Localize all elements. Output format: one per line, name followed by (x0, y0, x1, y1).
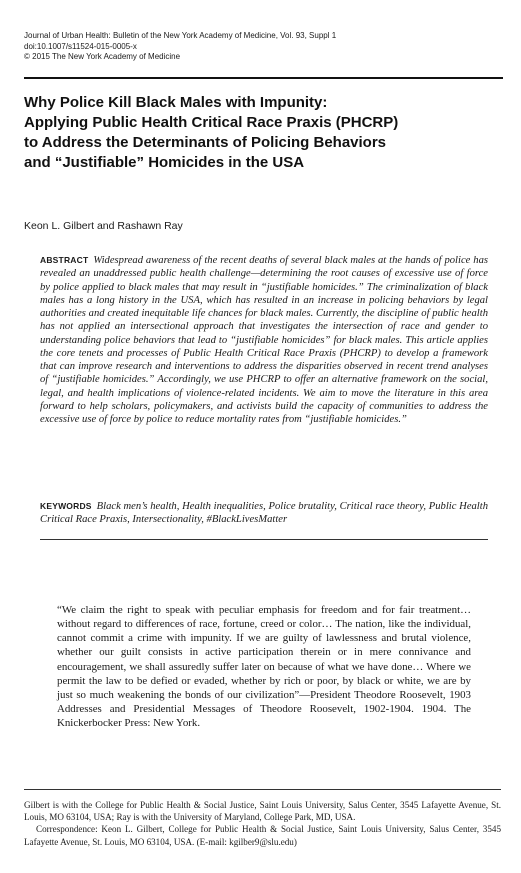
copyright: © 2015 The New York Academy of Medicine (24, 52, 181, 61)
footnote (24, 799, 501, 848)
title-line-1: Why Police Kill Black Males with Impunity: (24, 94, 328, 111)
affiliation-note: Gilbert is with the College for Public Health & Social Justice, Saint Louis University, Salus Center, 3545 Lafayette Avenue, St. Louis, MO 63104, USA; Ray is with the University of Maryland, College Park, MD, USA. (24, 800, 501, 823)
header-rule (24, 77, 503, 79)
doi: doi:10.1007/s11524-015-0005-x (24, 41, 137, 51)
journal-header (24, 31, 504, 63)
correspondence-note: Correspondence: Keon L. Gilbert, College for Public Health & Social Justice, Saint Louis University, Salus Center, 3545 Lafayette Avenue, St. Louis, MO 63104, USA. (E-mail: kgilber9@slu.edu) (24, 824, 501, 847)
abstract-text: Widespread awareness of the recent deaths of several black males at the hands of police has revealed an unaddressed public health challenge—determining the root causes of excessive use of force by police applied to black males that may result in “justifiable homicides.” The criminalization of black males has a long history in the USA, which has resulted in an increase in policing behaviors by legal authorities and created inequitable life chances for black males. Currently, the discipline of public health has not applied an intersectional approach that investigates the intersection of race and gender to understanding police behaviors that lead to “justifiable homicides” for black males. This article applies the core tenets and processes of Public Health Critical Race Praxis (PHCRP) to develop a framework that can improve research and interventions to address the disparities observed in recent trend analyses of “justifiable homicides.” Accordingly, we use PHCRP to offer an alternative framework on the social, legal, and health implications of violence-related incidents. We aim to move the literature in this area forward to help scholars, policymakers, and activists build the capacity of communities to address the excessive use of force by police to reduce mortality rates from “justifiable homicides.” (40, 255, 488, 425)
title-line-3: to Address the Determinants of Policing Behaviors (24, 134, 387, 151)
abstract (40, 254, 488, 426)
title-line-4: and “Justifiable” Homicides in the USA (24, 154, 305, 171)
keywords-label: KEYWORDS (40, 501, 92, 511)
epigraph-quote: “We claim the right to speak with peculiar emphasis for freedom and for fair treatment… without regard to differences of race, fortune, creed or color… The nation, like the individual, cannot commit a crime with impunity. If we are guilty of lawlessness and brutal violence, whether our guilt consists in active participation therein or in mere connivance and encouragement, we shall assuredly suffer later on because of what we have done… Where we permit the law to be defied or evaded, whether by rich or poor, by black or white, we are by just so much weakening the bonds of our civilization”—President Theodore Roosevelt, 1903 Addresses and Presidential Messages of Theodore Roosevelt, 1902-1904. 1904. The Knickerbocker Press: New York. (57, 604, 471, 730)
article-title (24, 93, 504, 173)
abstract-rule (40, 539, 488, 540)
keywords (40, 500, 488, 527)
footnote-rule (24, 789, 501, 790)
title-line-2: Applying Public Health Critical Race Praxis (PHCRP) (24, 114, 399, 131)
journal-citation: Journal of Urban Health: Bulletin of the New York Academy of Medicine, Vol. 93, Suppl 1 (24, 31, 337, 40)
authors: Keon L. Gilbert and Rashawn Ray (24, 220, 183, 232)
keywords-text: Black men’s health, Health inequalities, Police brutality, Critical race theory, Public Health Critical Race Praxis, Intersectionality, #BlackLivesMatter (40, 501, 488, 526)
abstract-label: ABSTRACT (40, 255, 89, 265)
